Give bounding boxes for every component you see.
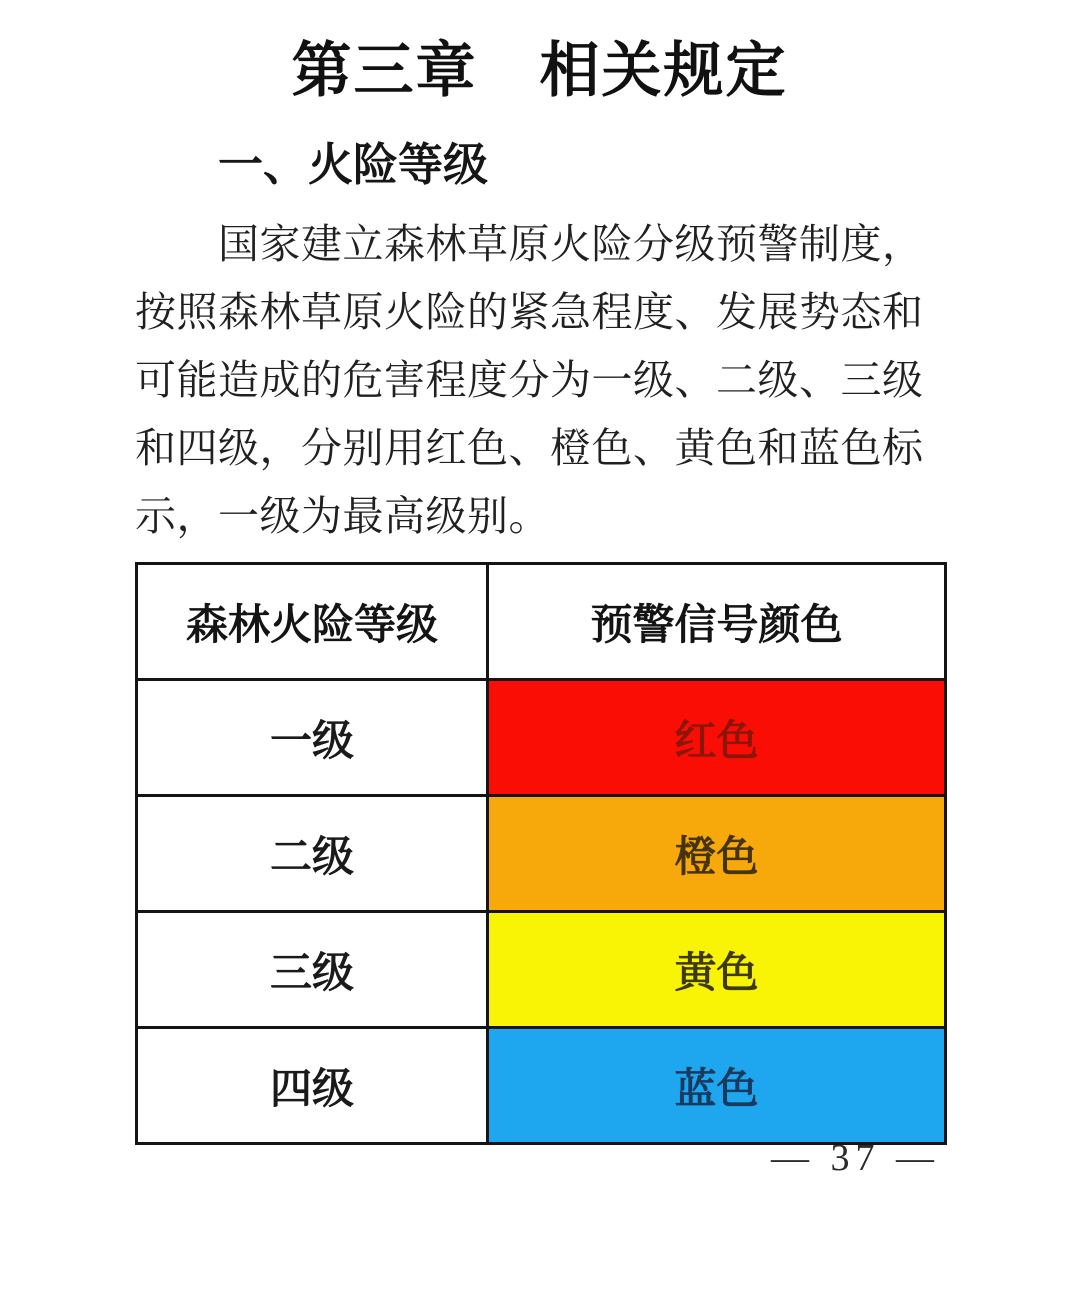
paragraph-line: 和四级，分别用红色、橙色、黄色和蓝色标	[135, 425, 924, 471]
column-header-danger-level: 森林火险等级	[137, 564, 488, 680]
chapter-title: 第三章 相关规定	[291, 38, 788, 104]
color-cell-blue: 蓝色	[488, 1028, 946, 1144]
paragraph-line: 可能造成的危害程度分为一级、二级、三级	[135, 357, 924, 403]
paragraph-line: 示，一级为最高级别。	[135, 493, 550, 539]
color-cell-orange: 橙色	[488, 796, 946, 912]
color-cell-red: 红色	[488, 680, 946, 796]
level-cell: 三级	[137, 912, 488, 1028]
body-paragraph	[135, 210, 944, 550]
paragraph-line: 国家建立森林草原火险分级预警制度，	[218, 221, 924, 267]
table-row	[137, 680, 946, 796]
level-cell: 二级	[137, 796, 488, 912]
page-number: — 37 —	[771, 1137, 940, 1179]
table-row	[137, 912, 946, 1028]
table-row	[137, 1028, 946, 1144]
page-content	[135, 0, 944, 1145]
column-header-signal-color: 预警信号颜色	[488, 564, 946, 680]
table-row	[137, 796, 946, 912]
level-cell: 一级	[137, 680, 488, 796]
table-header-row	[137, 564, 946, 680]
fire-danger-level-table	[135, 562, 947, 1145]
section-heading: 一、火险等级	[218, 139, 489, 190]
paragraph-line: 按照森林草原火险的紧急程度、发展势态和	[135, 289, 924, 335]
color-cell-yellow: 黄色	[488, 912, 946, 1028]
level-cell: 四级	[137, 1028, 488, 1144]
